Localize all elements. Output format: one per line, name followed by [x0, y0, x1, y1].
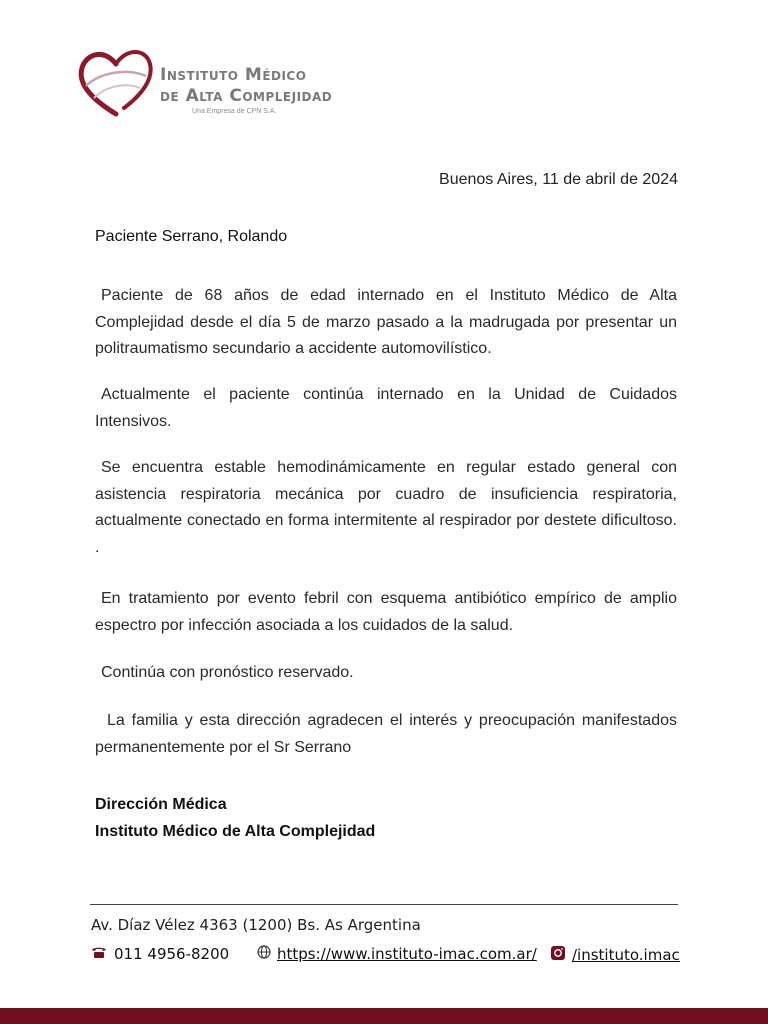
signature-institute: Instituto Médico de Alta Complejidad: [95, 822, 376, 840]
instagram-link[interactable]: /instituto.imac: [572, 946, 680, 964]
paragraph-6: La familia y esta dirección agradecen el interés y preocupación manifestados permanentemente por el Sr Serrano: [95, 712, 677, 756]
paragraph-4: En tratamiento por evento febril con esquema antibiótico empírico de amplio espectro por infección asociada a los cuidados de la salud.: [95, 590, 677, 634]
letter-date: Buenos Aires, 11 de abril de 2024: [439, 171, 678, 188]
website-link[interactable]: https://www.instituto-imac.com.ar/: [277, 945, 537, 963]
instagram-icon: [550, 945, 566, 965]
footer-address: Av. Díaz Vélez 4363 (1200) Bs. As Argentina: [91, 916, 421, 934]
paragraph-3: Se encuentra estable hemodinámicamente en regular estado general con asistencia respiratoria mecánica por cuadro de insuficiencia respiratoria, actualmente conectado en forma intermitente al respirador por destete dificultoso. .: [95, 459, 677, 556]
globe-icon: [257, 945, 271, 963]
heart-logo-icon: [76, 42, 156, 120]
signature-department: Dirección Médica: [95, 796, 227, 813]
phone-number: 011 4956-8200: [114, 945, 230, 963]
logo-title-line2: de Alta Complejidad: [160, 86, 333, 106]
paragraph-5: Continúa con pronóstico reservado.: [101, 664, 354, 681]
phone-icon: [90, 945, 108, 963]
paragraph-2: Actualmente el paciente continúa internado en la Unidad de Cuidados Intensivos.: [95, 386, 677, 430]
institute-logo: [76, 42, 336, 120]
logo-subtitle: Una Empresa de CPN S.A.: [192, 108, 277, 115]
footer-phone: [90, 945, 229, 963]
paragraph-1: Paciente de 68 años de edad internado en el Instituto Médico de Alta Complejidad desde el día 5 de marzo pasado a la madrugada por presentar un politraumatismo secundario a accidente automovilístico.: [95, 287, 677, 357]
logo-title-line1: Instituto Médico: [160, 65, 307, 85]
footer-instagram[interactable]: [550, 945, 680, 965]
footer-divider: [90, 904, 678, 905]
patient-name: Paciente Serrano, Rolando: [95, 228, 288, 245]
footer-website[interactable]: [257, 945, 537, 963]
footer-color-bar: [0, 1008, 768, 1024]
signature-block: [95, 792, 375, 845]
